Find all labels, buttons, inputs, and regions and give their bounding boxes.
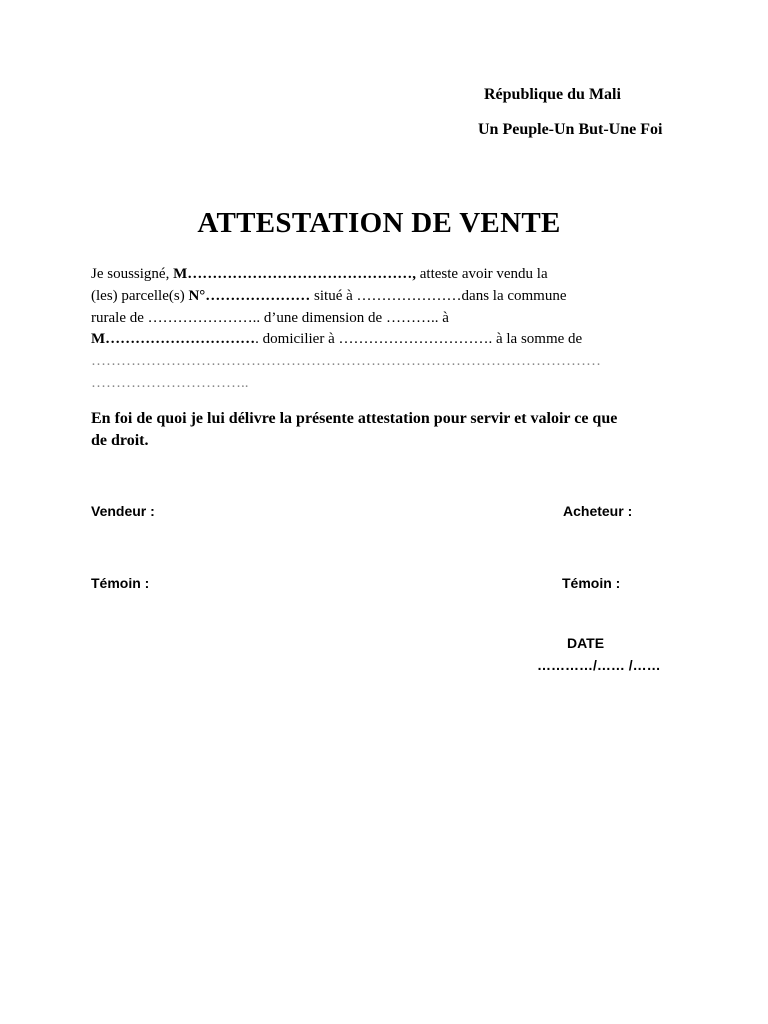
body-line-1-text-a: Je soussigné, (91, 266, 174, 282)
amount-blank-line-1: ………………………………………………………………………………………… (91, 353, 601, 369)
document-title: ATTESTATION DE VENTE (197, 207, 561, 239)
body-line-1-text-c: atteste avoir vendu la (416, 266, 548, 282)
buyer-name-blank: M………………………… (91, 331, 256, 347)
republic-heading: République du Mali (484, 86, 621, 103)
date-label: DATE (567, 635, 605, 651)
seller-name-blank: M………………………………………, (173, 266, 417, 282)
closing-statement-line-2: de droit. (91, 432, 149, 449)
body-line-2 (91, 287, 567, 305)
seller-signature-label: Vendeur : (91, 503, 155, 519)
body-line-3: rurale de ………………….. d’une dimension de ……….. à (91, 310, 449, 326)
body-line-2-text-c: situé à …………………dans la commune (310, 288, 567, 304)
witness-left-label: Témoin : (91, 575, 150, 591)
parcel-number-blank: N°………………… (188, 288, 311, 304)
witness-right-label: Témoin : (562, 575, 621, 591)
body-line-4 (91, 330, 582, 348)
body-line-1 (91, 265, 548, 283)
buyer-signature-label: Acheteur : (563, 503, 633, 519)
date-value-blank: …………/…… /…… (537, 657, 661, 673)
body-line-4-text-b: . domicilier à …………………………. à la somme de (255, 331, 583, 347)
closing-statement-line-1: En foi de quoi je lui délivre la présente attestation pour servir et valoir ce que (91, 410, 618, 427)
national-motto: Un Peuple-Un But-Une Foi (478, 121, 663, 138)
amount-blank-line-2: ………………………….. (91, 375, 249, 391)
body-line-2-text-a: (les) parcelle(s) (91, 288, 189, 304)
